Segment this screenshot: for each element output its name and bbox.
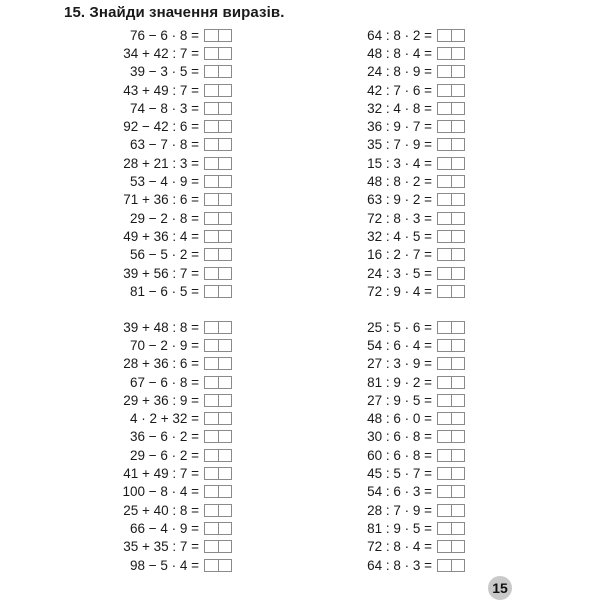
- answer-digit-cell[interactable]: [205, 523, 218, 534]
- answer-digit-cell[interactable]: [205, 249, 218, 260]
- expression-row: [290, 336, 465, 354]
- answer-digit-cell[interactable]: [205, 286, 218, 297]
- answer-box[interactable]: [204, 339, 232, 352]
- expression-row: [290, 373, 465, 391]
- answer-digit-cell[interactable]: [438, 139, 451, 150]
- answer-digit-cell[interactable]: [218, 268, 232, 279]
- expression-row: [290, 227, 465, 245]
- expression-text: 48 : 6 · 0 =: [367, 411, 432, 427]
- answer-digit-cell[interactable]: [451, 340, 465, 351]
- answer-digit-cell[interactable]: [205, 66, 218, 77]
- expression-text: 30 : 6 · 8 =: [367, 429, 432, 445]
- answer-box[interactable]: [437, 175, 465, 188]
- answer-digit-cell[interactable]: [438, 30, 451, 41]
- answer-box[interactable]: [437, 285, 465, 298]
- answer-digit-cell[interactable]: [451, 377, 465, 388]
- expression-text: 35 + 35 : 7 =: [123, 539, 199, 555]
- answer-digit-cell[interactable]: [438, 340, 451, 351]
- expression-row: [40, 391, 232, 409]
- answer-digit-cell[interactable]: [205, 431, 218, 442]
- expression-text: 49 + 36 : 4 =: [123, 228, 199, 244]
- answer-digit-cell[interactable]: [451, 231, 465, 242]
- expression-text: 29 − 2 · 8 =: [129, 210, 199, 226]
- expression-text: 29 + 36 : 9 =: [123, 392, 199, 408]
- answer-digit-cell[interactable]: [438, 450, 451, 461]
- expression-text: 39 + 48 : 8 =: [123, 319, 199, 335]
- answer-digit-cell[interactable]: [218, 468, 232, 479]
- answer-digit-cell[interactable]: [205, 176, 218, 187]
- expression-row: [290, 483, 465, 501]
- answer-digit-cell[interactable]: [205, 358, 218, 369]
- answer-digit-cell[interactable]: [205, 194, 218, 205]
- answer-box[interactable]: [204, 485, 232, 498]
- expression-row: [40, 172, 232, 190]
- answer-box[interactable]: [204, 321, 232, 334]
- answer-digit-cell[interactable]: [218, 176, 232, 187]
- answer-box[interactable]: [437, 540, 465, 553]
- expression-text: 76 − 6 · 8 =: [129, 27, 199, 43]
- expression-block-bottom-right: [290, 318, 465, 574]
- expression-row: [40, 483, 232, 501]
- expression-row: [290, 136, 465, 154]
- expression-text: 16 : 2 · 7 =: [367, 247, 432, 263]
- expression-row: [40, 373, 232, 391]
- answer-box[interactable]: [437, 102, 465, 115]
- expression-text: 45 : 5 · 7 =: [367, 466, 432, 482]
- answer-box[interactable]: [204, 248, 232, 261]
- answer-box[interactable]: [204, 138, 232, 151]
- answer-digit-cell[interactable]: [205, 560, 218, 571]
- answer-box[interactable]: [204, 175, 232, 188]
- answer-digit-cell[interactable]: [205, 213, 218, 224]
- answer-digit-cell[interactable]: [451, 431, 465, 442]
- answer-digit-cell[interactable]: [438, 486, 451, 497]
- expression-row: [40, 501, 232, 519]
- answer-digit-cell[interactable]: [451, 395, 465, 406]
- answer-digit-cell[interactable]: [205, 340, 218, 351]
- answer-digit-cell[interactable]: [205, 541, 218, 552]
- answer-digit-cell[interactable]: [438, 231, 451, 242]
- expression-row: [40, 227, 232, 245]
- answer-digit-cell[interactable]: [438, 48, 451, 59]
- answer-digit-cell[interactable]: [451, 66, 465, 77]
- answer-digit-cell[interactable]: [451, 468, 465, 479]
- answer-digit-cell[interactable]: [218, 139, 232, 150]
- answer-box[interactable]: [437, 47, 465, 60]
- answer-digit-cell[interactable]: [218, 66, 232, 77]
- expression-row: [40, 519, 232, 537]
- expression-text: 39 − 3 · 5 =: [129, 64, 199, 80]
- answer-box[interactable]: [204, 47, 232, 60]
- answer-digit-cell[interactable]: [438, 468, 451, 479]
- answer-box[interactable]: [437, 193, 465, 206]
- answer-box[interactable]: [437, 559, 465, 572]
- page-number-badge: 15: [488, 576, 512, 600]
- answer-digit-cell[interactable]: [218, 377, 232, 388]
- answer-digit-cell[interactable]: [451, 413, 465, 424]
- expression-row: [290, 355, 465, 373]
- expression-text: 36 − 6 · 2 =: [129, 429, 199, 445]
- answer-digit-cell[interactable]: [438, 213, 451, 224]
- expression-row: [40, 446, 232, 464]
- answer-digit-cell[interactable]: [205, 121, 218, 132]
- answer-box[interactable]: [204, 157, 232, 170]
- answer-box[interactable]: [204, 230, 232, 243]
- answer-digit-cell[interactable]: [451, 121, 465, 132]
- expression-text: 48 : 8 · 2 =: [367, 174, 432, 190]
- answer-box[interactable]: [204, 267, 232, 280]
- answer-box[interactable]: [204, 376, 232, 389]
- expression-text: 36 : 9 · 7 =: [367, 119, 432, 135]
- expression-text: 74 − 8 · 3 =: [129, 100, 199, 116]
- expression-row: [40, 99, 232, 117]
- expression-text: 41 + 49 : 7 =: [123, 466, 199, 482]
- expression-row: [290, 26, 465, 44]
- expression-row: [40, 318, 232, 336]
- answer-digit-cell[interactable]: [438, 395, 451, 406]
- answer-box[interactable]: [204, 212, 232, 225]
- answer-digit-cell[interactable]: [205, 30, 218, 41]
- answer-box[interactable]: [204, 120, 232, 133]
- answer-box[interactable]: [437, 321, 465, 334]
- expression-text: 24 : 8 · 9 =: [367, 64, 432, 80]
- expression-row: [290, 99, 465, 117]
- expression-row: [40, 409, 232, 427]
- answer-digit-cell[interactable]: [218, 541, 232, 552]
- answer-box[interactable]: [437, 339, 465, 352]
- answer-box[interactable]: [204, 84, 232, 97]
- expression-text: 42 : 7 · 6 =: [367, 82, 432, 98]
- answer-box[interactable]: [437, 376, 465, 389]
- expression-row: [290, 264, 465, 282]
- answer-box[interactable]: [437, 157, 465, 170]
- answer-digit-cell[interactable]: [451, 176, 465, 187]
- answer-digit-cell[interactable]: [438, 249, 451, 260]
- expression-text: 32 : 4 · 8 =: [367, 100, 432, 116]
- answer-box[interactable]: [204, 559, 232, 572]
- answer-digit-cell[interactable]: [218, 486, 232, 497]
- expression-text: 34 + 42 : 7 =: [123, 45, 199, 61]
- answer-box[interactable]: [204, 430, 232, 443]
- answer-box[interactable]: [437, 412, 465, 425]
- answer-digit-cell[interactable]: [205, 231, 218, 242]
- answer-digit-cell[interactable]: [218, 560, 232, 571]
- answer-box[interactable]: [437, 29, 465, 42]
- expression-row: [40, 428, 232, 446]
- expression-text: 67 − 6 · 8 =: [129, 374, 199, 390]
- answer-digit-cell[interactable]: [218, 413, 232, 424]
- answer-box[interactable]: [204, 467, 232, 480]
- answer-digit-cell[interactable]: [218, 322, 232, 333]
- answer-digit-cell[interactable]: [205, 377, 218, 388]
- answer-digit-cell[interactable]: [451, 523, 465, 534]
- answer-digit-cell[interactable]: [438, 103, 451, 114]
- answer-box[interactable]: [204, 522, 232, 535]
- answer-digit-cell[interactable]: [451, 249, 465, 260]
- expression-text: 60 : 6 · 8 =: [367, 447, 432, 463]
- expression-text: 92 − 42 : 6 =: [123, 119, 199, 135]
- expression-text: 4 · 2 + 32 =: [129, 411, 199, 427]
- answer-box[interactable]: [437, 138, 465, 151]
- answer-digit-cell[interactable]: [451, 194, 465, 205]
- answer-digit-cell[interactable]: [438, 377, 451, 388]
- answer-digit-cell[interactable]: [451, 450, 465, 461]
- expression-row: [290, 519, 465, 537]
- answer-digit-cell[interactable]: [451, 541, 465, 552]
- answer-digit-cell[interactable]: [218, 48, 232, 59]
- expression-row: [40, 63, 232, 81]
- expression-text: 72 : 9 · 4 =: [367, 283, 432, 299]
- answer-digit-cell[interactable]: [451, 286, 465, 297]
- expression-text: 66 − 4 · 9 =: [129, 520, 199, 536]
- expression-text: 64 : 8 · 2 =: [367, 27, 432, 43]
- answer-digit-cell[interactable]: [218, 213, 232, 224]
- answer-box[interactable]: [437, 467, 465, 480]
- answer-digit-cell[interactable]: [218, 103, 232, 114]
- answer-digit-cell[interactable]: [451, 268, 465, 279]
- expression-row: [40, 117, 232, 135]
- expression-row: [40, 209, 232, 227]
- answer-digit-cell[interactable]: [218, 395, 232, 406]
- answer-digit-cell[interactable]: [438, 541, 451, 552]
- answer-digit-cell[interactable]: [451, 213, 465, 224]
- answer-digit-cell[interactable]: [438, 286, 451, 297]
- answer-digit-cell[interactable]: [438, 505, 451, 516]
- expression-text: 25 : 5 · 6 =: [367, 319, 432, 335]
- answer-box[interactable]: [437, 65, 465, 78]
- answer-digit-cell[interactable]: [218, 450, 232, 461]
- answer-box[interactable]: [437, 248, 465, 261]
- answer-box[interactable]: [437, 504, 465, 517]
- answer-box[interactable]: [437, 120, 465, 133]
- answer-digit-cell[interactable]: [451, 560, 465, 571]
- answer-digit-cell[interactable]: [451, 85, 465, 96]
- expression-row: [290, 464, 465, 482]
- answer-box[interactable]: [204, 285, 232, 298]
- answer-digit-cell[interactable]: [205, 85, 218, 96]
- expression-row: [290, 44, 465, 62]
- answer-digit-cell[interactable]: [218, 121, 232, 132]
- expression-text: 32 : 4 · 5 =: [367, 228, 432, 244]
- expression-row: [40, 264, 232, 282]
- answer-box[interactable]: [437, 485, 465, 498]
- expression-block-bottom-left: [40, 318, 232, 574]
- answer-digit-cell[interactable]: [218, 249, 232, 260]
- answer-digit-cell[interactable]: [438, 66, 451, 77]
- answer-digit-cell[interactable]: [451, 322, 465, 333]
- answer-digit-cell[interactable]: [205, 103, 218, 114]
- expression-row: [290, 63, 465, 81]
- answer-box[interactable]: [204, 102, 232, 115]
- expression-text: 100 − 8 · 4 =: [122, 484, 199, 500]
- expression-row: [40, 336, 232, 354]
- expression-row: [290, 246, 465, 264]
- answer-box[interactable]: [437, 230, 465, 243]
- answer-box[interactable]: [204, 394, 232, 407]
- answer-digit-cell[interactable]: [218, 505, 232, 516]
- expression-row: [40, 191, 232, 209]
- expression-row: [290, 154, 465, 172]
- answer-digit-cell[interactable]: [451, 486, 465, 497]
- answer-digit-cell[interactable]: [218, 340, 232, 351]
- expression-text: 72 : 8 · 3 =: [367, 210, 432, 226]
- expression-text: 27 : 3 · 9 =: [367, 356, 432, 372]
- answer-digit-cell[interactable]: [205, 48, 218, 59]
- expression-row: [290, 81, 465, 99]
- expression-row: [290, 191, 465, 209]
- answer-digit-cell[interactable]: [451, 358, 465, 369]
- expression-text: 29 − 6 · 2 =: [129, 447, 199, 463]
- expression-row: [290, 501, 465, 519]
- answer-box[interactable]: [437, 212, 465, 225]
- expression-row: [40, 81, 232, 99]
- answer-box[interactable]: [204, 65, 232, 78]
- answer-box[interactable]: [437, 394, 465, 407]
- answer-digit-cell[interactable]: [218, 85, 232, 96]
- answer-digit-cell[interactable]: [218, 358, 232, 369]
- expression-text: 27 : 9 · 5 =: [367, 392, 432, 408]
- answer-digit-cell[interactable]: [451, 139, 465, 150]
- expression-text: 70 − 2 · 9 =: [129, 337, 199, 353]
- answer-box[interactable]: [437, 449, 465, 462]
- answer-digit-cell[interactable]: [438, 158, 451, 169]
- expression-text: 56 − 5 · 2 =: [129, 247, 199, 263]
- answer-digit-cell[interactable]: [438, 121, 451, 132]
- expression-text: 81 : 9 · 5 =: [367, 520, 432, 536]
- expression-text: 81 − 6 · 5 =: [129, 283, 199, 299]
- answer-digit-cell[interactable]: [438, 413, 451, 424]
- answer-digit-cell[interactable]: [205, 158, 218, 169]
- answer-digit-cell[interactable]: [205, 505, 218, 516]
- expression-text: 28 + 21 : 3 =: [123, 155, 199, 171]
- task-title: 15. Знайди значення виразів.: [64, 4, 285, 21]
- answer-digit-cell[interactable]: [438, 194, 451, 205]
- answer-digit-cell[interactable]: [218, 158, 232, 169]
- answer-box[interactable]: [204, 412, 232, 425]
- answer-digit-cell[interactable]: [205, 395, 218, 406]
- answer-box[interactable]: [204, 449, 232, 462]
- expression-text: 25 + 40 : 8 =: [123, 502, 199, 518]
- expression-text: 43 + 49 : 7 =: [123, 82, 199, 98]
- answer-digit-cell[interactable]: [218, 30, 232, 41]
- answer-box[interactable]: [437, 357, 465, 370]
- expression-row: [40, 464, 232, 482]
- answer-digit-cell[interactable]: [205, 413, 218, 424]
- expression-row: [40, 355, 232, 373]
- answer-digit-cell[interactable]: [218, 194, 232, 205]
- answer-digit-cell[interactable]: [218, 286, 232, 297]
- expression-text: 39 + 56 : 7 =: [123, 265, 199, 281]
- expression-text: 48 : 8 · 4 =: [367, 45, 432, 61]
- answer-digit-cell[interactable]: [438, 560, 451, 571]
- answer-digit-cell[interactable]: [451, 158, 465, 169]
- expression-row: [40, 282, 232, 300]
- answer-box[interactable]: [437, 84, 465, 97]
- expression-row: [290, 428, 465, 446]
- answer-digit-cell[interactable]: [438, 85, 451, 96]
- answer-box[interactable]: [437, 430, 465, 443]
- answer-digit-cell[interactable]: [438, 523, 451, 534]
- expression-row: [290, 318, 465, 336]
- expression-row: [290, 391, 465, 409]
- expression-row: [40, 154, 232, 172]
- expression-row: [40, 246, 232, 264]
- expression-text: 72 : 8 · 4 =: [367, 539, 432, 555]
- answer-digit-cell[interactable]: [451, 48, 465, 59]
- expression-row: [40, 136, 232, 154]
- expression-row: [290, 117, 465, 135]
- expression-text: 63 − 7 · 8 =: [129, 137, 199, 153]
- answer-digit-cell[interactable]: [205, 468, 218, 479]
- answer-digit-cell[interactable]: [451, 505, 465, 516]
- expression-row: [290, 409, 465, 427]
- expression-text: 28 + 36 : 6 =: [123, 356, 199, 372]
- expression-text: 63 : 9 · 2 =: [367, 192, 432, 208]
- expression-text: 54 : 6 · 3 =: [367, 484, 432, 500]
- answer-digit-cell[interactable]: [205, 268, 218, 279]
- expression-text: 71 + 36 : 6 =: [123, 192, 199, 208]
- expression-text: 64 : 8 · 3 =: [367, 557, 432, 573]
- expression-text: 53 − 4 · 9 =: [129, 174, 199, 190]
- expression-row: [290, 556, 465, 574]
- expression-row: [40, 44, 232, 62]
- expression-text: 15 : 3 · 4 =: [367, 155, 432, 171]
- answer-digit-cell[interactable]: [438, 176, 451, 187]
- answer-box[interactable]: [204, 357, 232, 370]
- answer-digit-cell[interactable]: [438, 322, 451, 333]
- answer-box[interactable]: [437, 267, 465, 280]
- expression-row: [290, 209, 465, 227]
- expression-text: 54 : 6 · 4 =: [367, 337, 432, 353]
- expression-row: [40, 538, 232, 556]
- answer-digit-cell[interactable]: [205, 486, 218, 497]
- expression-block-top-left: [40, 26, 232, 300]
- answer-digit-cell[interactable]: [438, 268, 451, 279]
- answer-box[interactable]: [437, 522, 465, 535]
- expression-text: 28 : 7 · 9 =: [367, 502, 432, 518]
- answer-digit-cell[interactable]: [205, 139, 218, 150]
- expression-row: [290, 282, 465, 300]
- expression-row: [290, 538, 465, 556]
- answer-digit-cell[interactable]: [218, 523, 232, 534]
- answer-digit-cell[interactable]: [205, 450, 218, 461]
- answer-digit-cell[interactable]: [451, 103, 465, 114]
- answer-digit-cell[interactable]: [205, 322, 218, 333]
- expression-row: [40, 556, 232, 574]
- expression-text: 81 : 9 · 2 =: [367, 374, 432, 390]
- expression-row: [40, 26, 232, 44]
- answer-digit-cell[interactable]: [438, 431, 451, 442]
- answer-box[interactable]: [204, 504, 232, 517]
- expression-block-top-right: [290, 26, 465, 300]
- answer-digit-cell[interactable]: [218, 431, 232, 442]
- expression-row: [290, 446, 465, 464]
- answer-digit-cell[interactable]: [218, 231, 232, 242]
- answer-box[interactable]: [204, 29, 232, 42]
- expression-text: 24 : 3 · 5 =: [367, 265, 432, 281]
- answer-digit-cell[interactable]: [438, 358, 451, 369]
- expression-text: 98 − 5 · 4 =: [129, 557, 199, 573]
- expression-row: [290, 172, 465, 190]
- answer-box[interactable]: [204, 540, 232, 553]
- expression-text: 35 : 7 · 9 =: [367, 137, 432, 153]
- answer-box[interactable]: [204, 193, 232, 206]
- answer-digit-cell[interactable]: [451, 30, 465, 41]
